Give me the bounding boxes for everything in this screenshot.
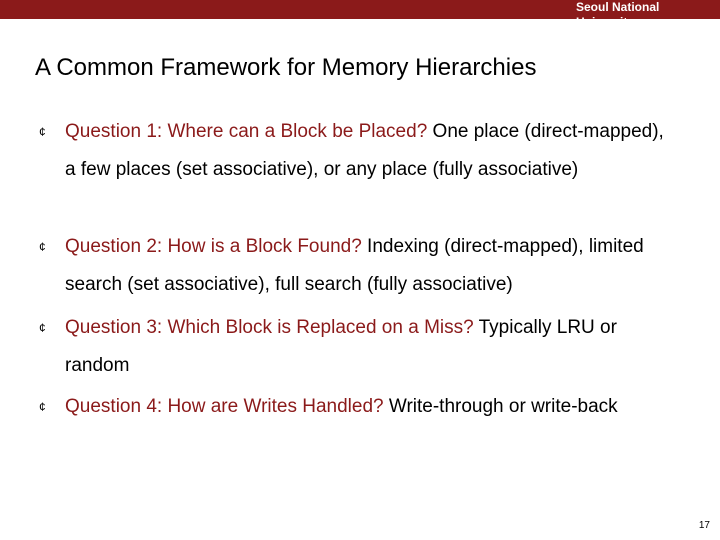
question-3-text: Typically LRU or random bbox=[65, 317, 617, 376]
question-3-label: Question 3: Which Block is Replaced on a Miss? bbox=[65, 317, 474, 338]
university-name: Seoul National University bbox=[576, 0, 660, 29]
question-2-label: Question 2: How is a Block Found? bbox=[65, 236, 362, 257]
bullet-marker-icon: ¢ bbox=[39, 400, 46, 414]
question-1-label: Question 1: Where can a Block be Placed? bbox=[65, 121, 428, 142]
slide-title: A Common Framework for Memory Hierarchies bbox=[35, 54, 537, 81]
bullet-question-1 bbox=[39, 113, 665, 189]
bullet-marker-icon: ¢ bbox=[39, 240, 46, 254]
question-4-label: Question 4: How are Writes Handled? bbox=[65, 396, 384, 417]
bullet-question-3 bbox=[39, 309, 665, 385]
bullet-marker-icon: ¢ bbox=[39, 125, 46, 139]
bullet-question-2 bbox=[39, 228, 665, 304]
question-1-text: One place (direct-mapped), a few places (set associative), or any place (fully associative) bbox=[65, 121, 664, 180]
bullet-marker-icon: ¢ bbox=[39, 321, 46, 335]
question-4-text: Write-through or write-back bbox=[383, 396, 618, 417]
page-number: 17 bbox=[698, 520, 710, 531]
question-2-text: Indexing (direct-mapped), limited search (set associative), full search (fully associative) bbox=[65, 236, 644, 295]
bullet-question-4 bbox=[39, 388, 665, 426]
